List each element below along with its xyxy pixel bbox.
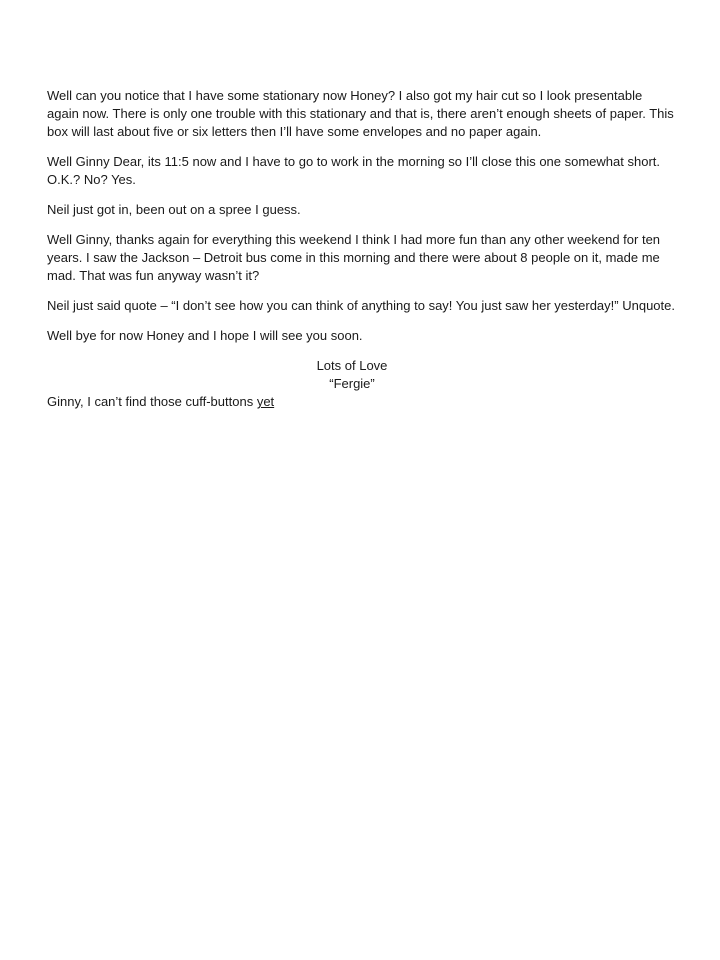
paragraph-weekend-thanks: Well Ginny, thanks again for everything this weekend I think I had more fun than any other weekend for ten years. I saw the Jackson – Detroit bus come in this morning and there were about 8 people on it, made me mad. That was fun anyway wasn’t it? xyxy=(47,232,661,283)
postscript-text: Ginny, I can’t find those cuff-buttons xyxy=(47,394,257,409)
signature-fergie: “Fergie” xyxy=(329,376,375,391)
paragraph-stationary: Well can you notice that I have some stationary now Honey? I also got my hair cut so I look presentable again now. There is only one trouble with this stationary and that is, there aren’t enough sheets of paper. This box will last about five or six letters then I’ll have some envelopes and no paper again. xyxy=(47,88,674,139)
postscript-underlined-word: yet xyxy=(256,394,275,409)
postscript xyxy=(47,393,677,411)
letter-body xyxy=(47,87,677,411)
paragraph-closing-short: Well Ginny Dear, its 11:5 now and I have to go to work in the morning so I’ll close this one somewhat short. O.K.? No? Yes. xyxy=(47,154,660,187)
paragraph-goodbye: Well bye for now Honey and I hope I will see you soon. xyxy=(47,328,363,343)
paragraph-neil-quote: Neil just said quote – “I don’t see how you can think of anything to say! You just saw her yesterday!” Unquote. xyxy=(47,298,675,313)
closing-lots-of-love: Lots of Love xyxy=(316,358,388,373)
paragraph-neil-spree: Neil just got in, been out on a spree I guess. xyxy=(47,202,301,217)
